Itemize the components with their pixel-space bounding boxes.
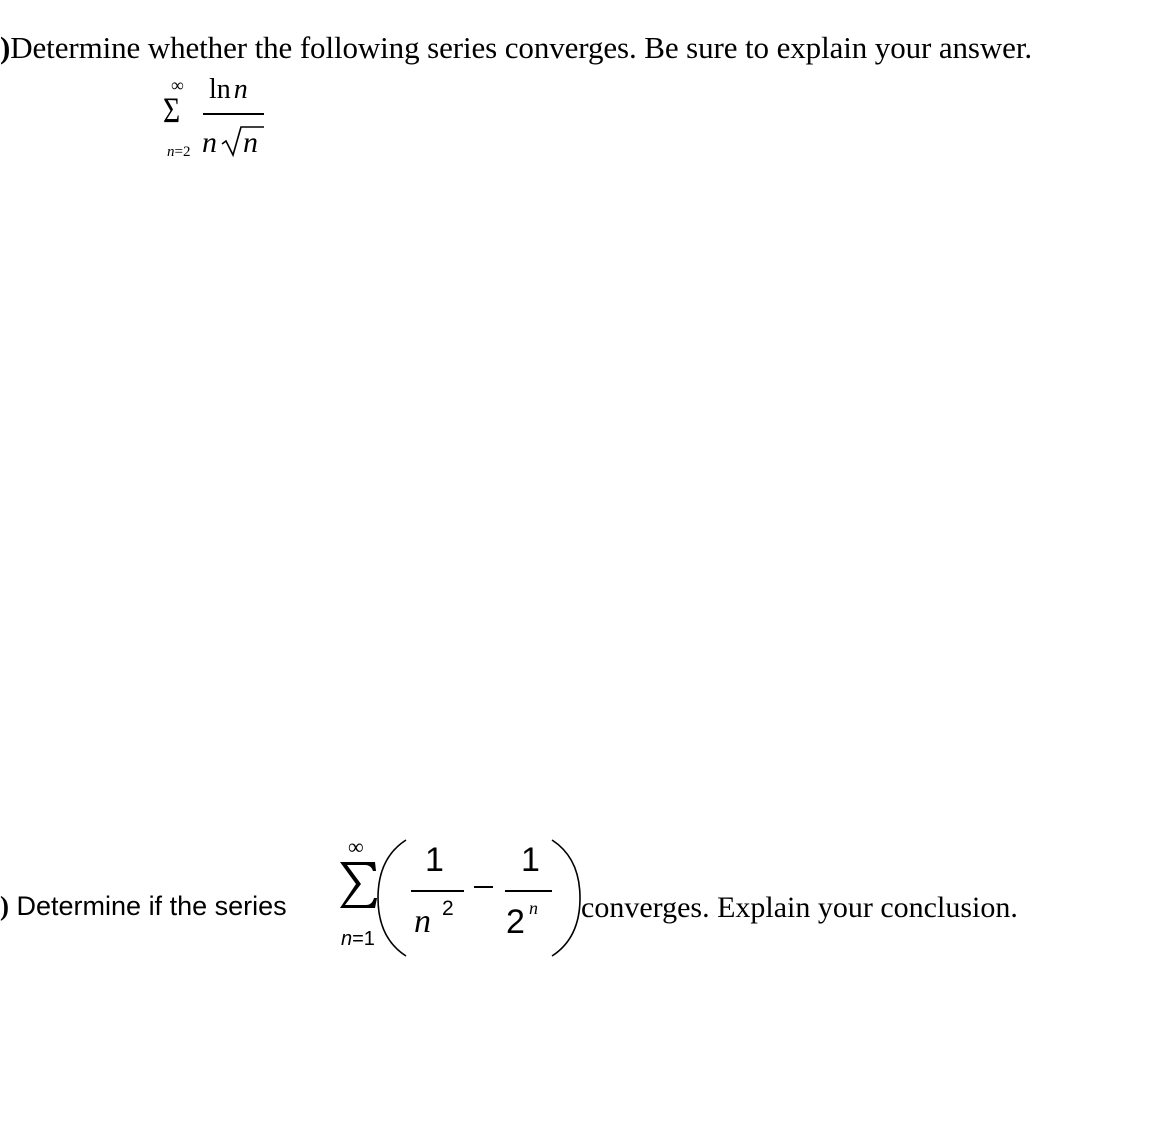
problem-2-right-paren <box>550 838 582 958</box>
problem-1-lower-var: n <box>167 144 175 160</box>
problem-1-paren: ) <box>0 30 11 65</box>
problem-1-text: Determine whether the following series converges. Be sure to explain your answer. <box>10 30 1033 65</box>
problem-2-lower-limit <box>341 929 375 949</box>
problem-2-term2-base: 2 <box>506 903 525 941</box>
problem-2-paren: ) <box>0 891 9 921</box>
problem-1-lower-eq: =2 <box>174 144 191 160</box>
problem-2-term1-base: n <box>414 903 431 940</box>
problem-2-lower-eq: =1 <box>352 928 375 950</box>
problem-2-term1-numerator: 1 <box>425 841 444 879</box>
problem-1-upper-limit: ∞ <box>171 75 184 95</box>
problem-2-prompt <box>0 891 287 922</box>
problem-2-term1-bar <box>411 890 464 892</box>
problem-2-term2-exponent: n <box>529 898 538 918</box>
problem-2-sigma-icon <box>338 860 378 910</box>
problem-2-term1-exponent: 2 <box>442 897 454 920</box>
problem-1-numerator <box>209 76 248 104</box>
problem-2-minus-sign <box>474 886 493 888</box>
problem-2-term2-numerator: 1 <box>521 841 540 879</box>
problem-2-left-paren <box>376 838 408 958</box>
problem-2-tail-text: converges. Explain your conclusion. <box>581 891 1018 924</box>
problem-1-lower-limit <box>167 145 190 160</box>
problem-1-ln: ln <box>209 74 231 105</box>
problem-1-prompt <box>0 30 1032 66</box>
problem-1-radicand: n <box>243 126 258 159</box>
problem-1-sigma: Σ <box>163 90 181 130</box>
problem-2-term2-bar <box>505 890 552 892</box>
problem-2-lead-text: Determine if the series <box>16 891 287 921</box>
problem-2-lower-var: n <box>341 928 353 950</box>
problem-1-denominator-var: n <box>202 126 217 159</box>
problem-1-fraction-bar <box>203 113 264 115</box>
problem-1-numerator-var: n <box>233 74 248 105</box>
problem-2-upper-limit: ∞ <box>348 834 364 859</box>
